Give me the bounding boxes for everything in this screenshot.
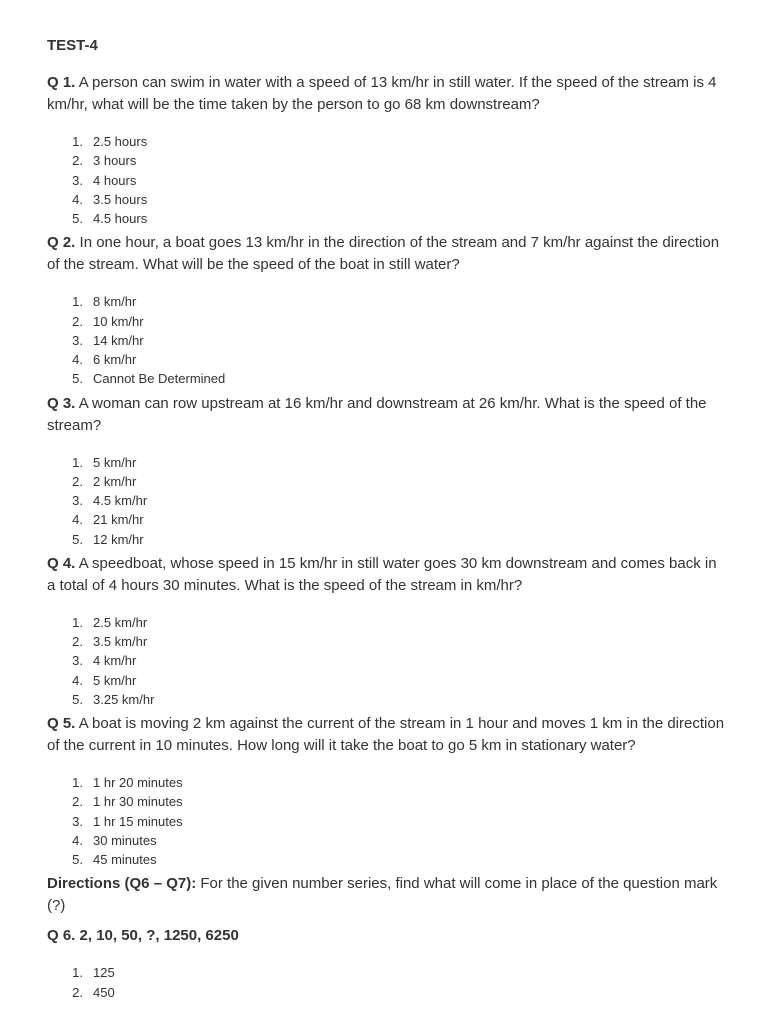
option-number: 4. [72,672,83,688]
option-item [47,690,727,709]
option-number: 5. [72,371,83,387]
option-number: 2. [72,153,83,169]
options-list-q3 [47,453,727,549]
question-3 [47,393,727,437]
option-item [47,209,727,228]
option-text: 2.5 hours [93,134,148,149]
option-text: 10 km/hr [93,313,144,329]
option-number: 3. [72,813,83,829]
option-number: 1. [72,614,83,630]
question-2 [47,232,727,276]
option-number: 5. [72,691,83,707]
option-number: 1. [72,775,83,790]
option-item [47,812,727,831]
option-text: 2 km/hr [93,473,137,489]
option-item [47,132,727,151]
question-text: A speedboat, whose speed in 15 km/hr in still water goes 30 km downstream and comes back in a total of 4 hours 30 minutes. What is the speed of the stream in km/hr? [47,554,717,594]
options-list-q5 [47,773,727,869]
option-number: 2. [72,794,83,810]
option-text: 125 [93,965,115,981]
option-item [47,331,727,350]
option-item [47,963,727,982]
option-number: 2. [72,313,83,329]
option-number: 1. [72,965,83,981]
question-5 [47,713,727,757]
option-text: 30 minutes [93,832,157,848]
question-4 [47,553,727,597]
option-number: 3. [72,493,83,508]
directions-label: Directions (Q6 – Q7): [47,875,197,893]
question-text: A boat is moving 2 km against the current of the stream in 1 hour and moves 1 km in the direction of the current in 10 minutes. How long will it take the boat to go 5 km in stationary water? [47,715,725,754]
option-item [47,632,727,651]
options-list-q1 [47,132,727,228]
option-text: 3.5 km/hr [93,634,148,649]
option-item [47,350,727,369]
option-text: 5 km/hr [93,672,137,688]
option-item [47,850,727,869]
option-number: 2. [72,473,83,489]
option-text: 3.25 km/hr [93,691,155,707]
option-text: 1 hr 15 minutes [93,813,183,829]
option-number: 5. [72,531,83,547]
option-text: 5 km/hr [93,454,137,470]
option-item [47,190,727,209]
question-1 [47,72,727,116]
question-6: Q 6. 2, 10, 50, ?, 1250, 6250 [47,927,239,945]
option-item [47,613,727,632]
option-text: 1 hr 30 minutes [93,794,183,810]
options-list-q6 [47,963,727,1002]
question-label: Q 1. [47,74,76,91]
option-item [47,792,727,811]
option-text: 1 hr 20 minutes [93,775,183,790]
option-number: 4. [72,512,83,528]
test-title: TEST-4 [47,37,98,54]
option-number: 3. [72,172,83,188]
options-list-q4 [47,613,727,709]
option-number: 4. [72,832,83,848]
option-text: Cannot Be Determined [93,371,226,387]
option-number: 1. [72,134,83,149]
directions [47,873,727,917]
option-text: 8 km/hr [93,294,137,310]
question-label: Q 5. [47,715,76,732]
option-text: 12 km/hr [93,531,144,547]
question-text: In one hour, a boat goes 13 km/hr in the direction of the stream and 7 km/hr against the direction of the stream. What will be the speed of the boat in still water? [47,234,720,274]
option-item [47,510,727,529]
question-label: Q 2. [47,234,76,252]
option-item [47,831,727,850]
option-number: 5. [72,852,83,867]
option-text: 6 km/hr [93,352,137,367]
option-number: 4. [72,352,83,367]
option-item [47,171,727,190]
option-text: 4.5 km/hr [93,493,148,508]
option-number: 3. [72,332,83,348]
option-item [47,530,727,549]
question-text: A woman can row upstream at 16 km/hr and downstream at 26 km/hr. What is the speed of the stream? [47,394,707,434]
option-text: 3.5 hours [93,191,148,207]
option-text: 4 km/hr [93,653,137,669]
option-item [47,671,727,690]
question-label: Q 3. [47,394,76,412]
option-item [47,773,727,792]
option-item [47,292,727,311]
option-number: 2. [72,634,83,649]
option-item [47,312,727,331]
option-item [47,369,727,388]
option-item [47,651,727,670]
document-page [47,36,727,1002]
option-text: 14 km/hr [93,332,144,348]
option-number: 3. [72,653,83,669]
option-item [47,472,727,491]
option-number: 4. [72,191,83,207]
directions-text: For the given number series, find what will come in place of the question mark (?) [47,875,718,915]
option-item [47,453,727,472]
option-text: 45 minutes [93,852,157,867]
option-item [47,491,727,510]
option-item [47,151,727,170]
option-text: 450 [93,984,115,1000]
option-text: 4 hours [93,172,137,188]
question-text: A person can swim in water with a speed of 13 km/hr in still water. If the speed of the stream is 4 km/hr, what will be the time taken by the person to go 68 km downstream? [47,74,717,113]
option-number: 2. [72,984,83,1000]
option-text: 2.5 km/hr [93,614,148,630]
option-text: 4.5 hours [93,211,148,226]
question-label: Q 4. [47,554,76,572]
option-item [47,983,727,1002]
option-text: 21 km/hr [93,512,144,528]
option-number: 1. [72,294,83,310]
options-list-q2 [47,292,727,388]
option-number: 1. [72,454,83,470]
option-text: 3 hours [93,153,137,169]
option-number: 5. [72,211,83,226]
